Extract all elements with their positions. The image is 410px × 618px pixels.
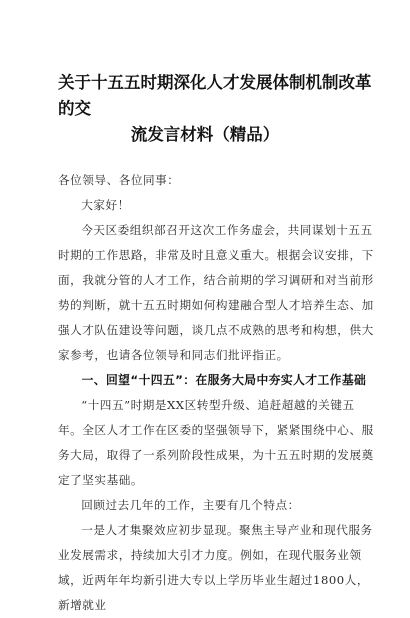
- intro-paragraph: 今天区委组织部召开这次工作务虚会，共同谋划十五五时期的工作思路，非常及时且意义重大。根据会议安排，下面，我就分管的人才工作，结合前期的学习调研和对当前形势的判断，就十五五时期如何构建融合型人才培养生态、加强人才队伍建设等问题，谈几点不成熟的思考和构想，供大家参考，也请各位领导和同志们批评指正。: [58, 223, 374, 362]
- title-line-2: 流发言材料（精品）: [130, 125, 280, 144]
- document-title: [58, 70, 376, 148]
- section-1-heading: 一、回望“十四五”：在服务大局中夯实人才工作基础: [81, 373, 367, 387]
- section-1-paragraph-1: “十四五”时期是XX区转型升级、追赶超越的关键五年。全区人才工作在区委的坚强领导下，紧紧围绕中心、服务大局，取得了一系列阶段性成果，为十五五时期的发展奠定了坚实基础。: [58, 398, 374, 487]
- document-body: [58, 168, 376, 618]
- section-1-paragraph-3: 一是人才集聚效应初步显现。聚焦主导产业和现代服务业发展需求，持续加大引才力度。例如，在现代服务业领域，近两年年均新引进大专以上学历毕业生超过1800人，新增就业: [58, 523, 373, 612]
- salutation: 各位领导、各位同事：: [58, 173, 180, 187]
- title-line-1: 关于十五五时期深化人才发展体制机制改革的交: [58, 73, 372, 118]
- section-1-paragraph-2: 回顾过去几年的工作，主要有几个特点：: [81, 498, 300, 512]
- greeting: 大家好！: [81, 198, 130, 212]
